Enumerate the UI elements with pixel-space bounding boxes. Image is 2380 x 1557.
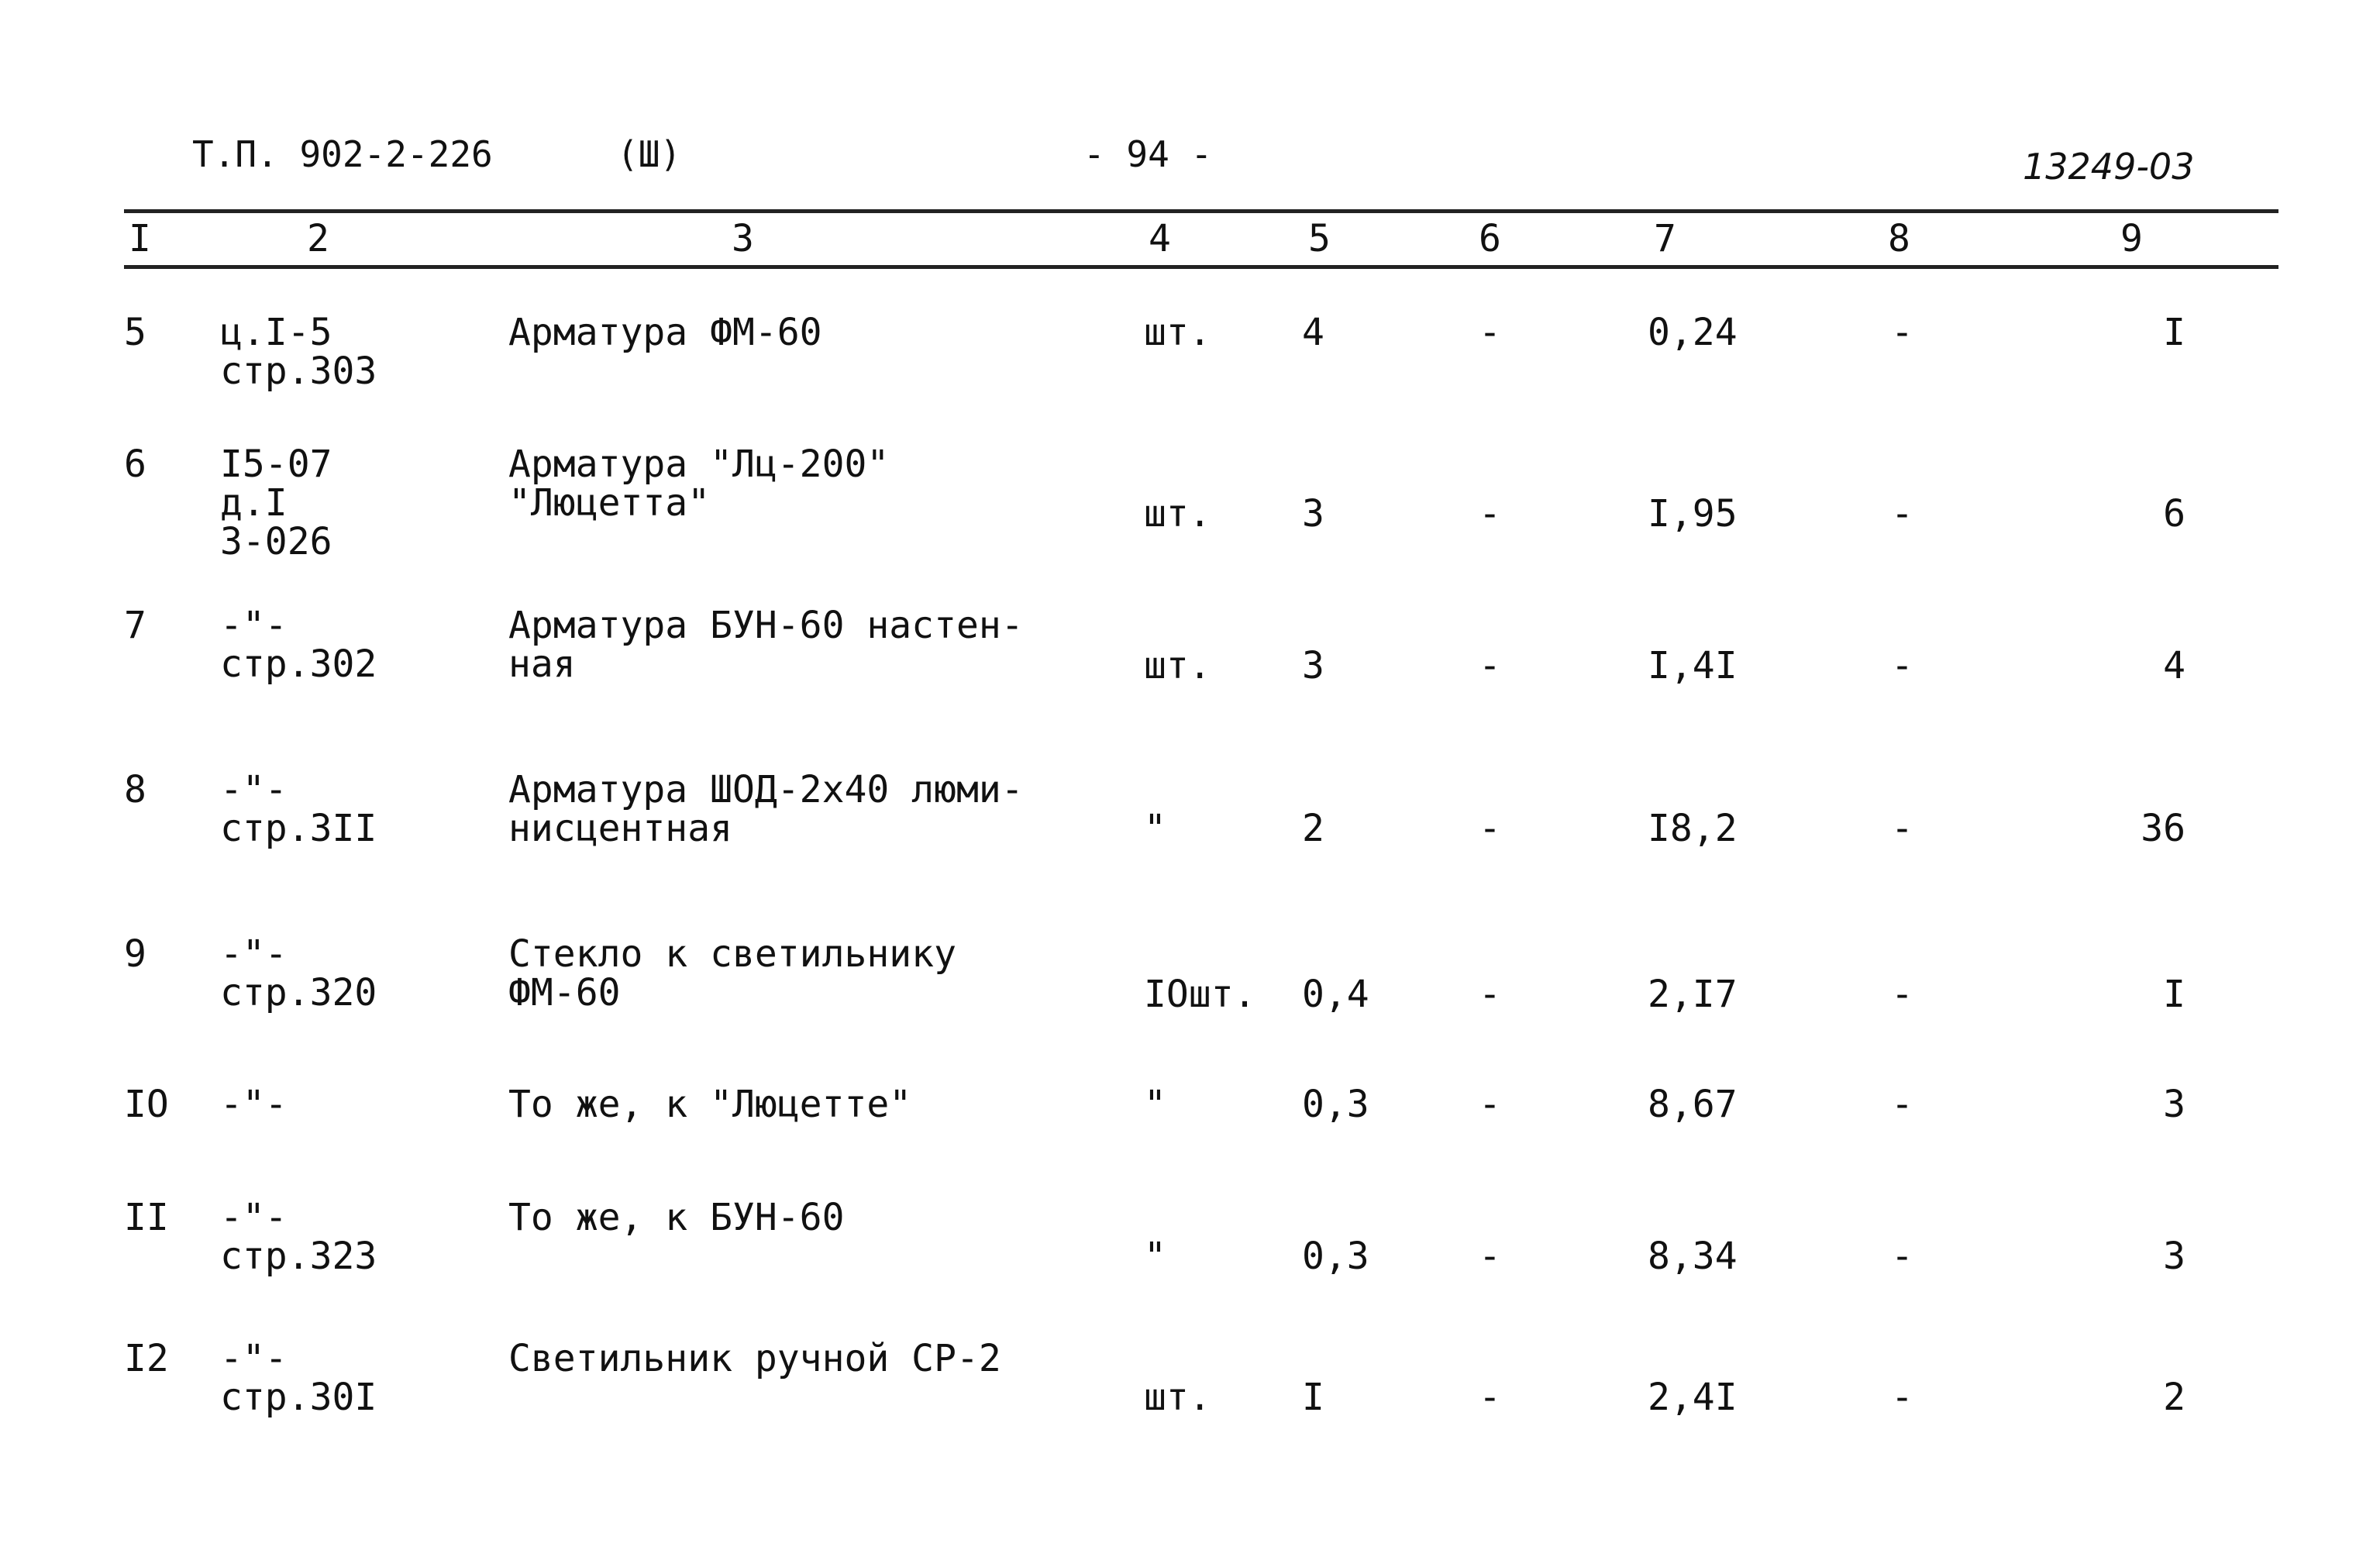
table-top-rule — [124, 209, 2278, 213]
reference-cell-line: I5-07 — [220, 443, 332, 486]
column-6-cell: - — [1479, 973, 1501, 1016]
quantity-cell: 0,3 — [1302, 1235, 1369, 1278]
quantity-cell: 0,3 — [1302, 1083, 1369, 1126]
reference-cell — [220, 1198, 377, 1276]
reference-cell-line: -"- — [220, 1083, 288, 1126]
reference-cell — [220, 606, 377, 684]
column-8-cell: - — [1891, 1235, 1913, 1278]
archive-code: 13249-03 — [2023, 146, 2195, 188]
reference-cell-line: стр.302 — [220, 642, 377, 686]
name-cell — [508, 1085, 911, 1124]
column-8-cell: - — [1891, 492, 1913, 536]
column-8-cell: - — [1891, 973, 1913, 1016]
unit-cell: IOшт. — [1144, 973, 1256, 1016]
reference-cell-line: -"- — [220, 932, 288, 976]
name-cell-line: Светильник ручной СР-2 — [508, 1337, 1001, 1380]
total-cell: I — [2163, 973, 2185, 1016]
unit-cell: " — [1144, 1235, 1166, 1278]
name-cell-line: Арматура БУН-60 настен- — [508, 604, 1024, 647]
quantity-cell: 3 — [1302, 492, 1324, 536]
column-8-cell: - — [1891, 807, 1913, 850]
column-8-cell: - — [1891, 1376, 1913, 1419]
column-6-cell: - — [1479, 1083, 1501, 1126]
name-cell — [508, 313, 822, 352]
row-number: I2 — [124, 1337, 169, 1380]
price-cell: I,95 — [1648, 492, 1738, 536]
name-cell-line: То же, к БУН-60 — [508, 1196, 845, 1239]
price-cell: I,4I — [1648, 644, 1738, 687]
reference-cell-line: 3-026 — [220, 520, 332, 563]
reference-cell — [220, 770, 377, 848]
reference-cell-line: -"- — [220, 1337, 288, 1380]
column-6-cell: - — [1479, 1235, 1501, 1278]
name-cell — [508, 1339, 1001, 1378]
total-cell: 36 — [2141, 807, 2185, 850]
total-cell: 3 — [2163, 1083, 2185, 1126]
row-number: 6 — [124, 443, 146, 486]
name-cell-line: Стекло к светильнику — [508, 932, 956, 976]
price-cell: 2,I7 — [1648, 973, 1738, 1016]
column-6-cell: - — [1479, 311, 1501, 354]
column-header-1: I — [129, 217, 151, 260]
sheet-marker: (Ш) — [617, 133, 682, 175]
reference-cell-line: стр.323 — [220, 1235, 377, 1278]
price-cell: 8,67 — [1648, 1083, 1738, 1126]
name-cell-line: Арматура "Лц-200" — [508, 443, 890, 486]
quantity-cell: 2 — [1302, 807, 1324, 850]
column-6-cell: - — [1479, 644, 1501, 687]
column-6-cell: - — [1479, 807, 1501, 850]
total-cell: 4 — [2163, 644, 2185, 687]
row-number: IO — [124, 1083, 169, 1126]
total-cell: I — [2163, 311, 2185, 354]
row-number: 5 — [124, 311, 146, 354]
name-cell — [508, 1198, 844, 1237]
name-cell-line: нисцентная — [508, 807, 732, 850]
quantity-cell: I — [1302, 1376, 1324, 1419]
reference-cell-line: стр.303 — [220, 350, 377, 393]
name-cell — [508, 770, 1024, 848]
reference-cell-line: д.I — [220, 481, 288, 525]
total-cell: 3 — [2163, 1235, 2185, 1278]
name-cell — [508, 932, 956, 1014]
name-cell — [508, 443, 890, 525]
column-header-2: 2 — [307, 217, 329, 260]
reference-cell-line: -"- — [220, 768, 288, 811]
reference-cell — [220, 1085, 288, 1124]
reference-cell-line: стр.320 — [220, 971, 377, 1014]
column-8-cell: - — [1891, 311, 1913, 354]
price-cell: 2,4I — [1648, 1376, 1738, 1419]
reference-cell-line: стр.3II — [220, 807, 377, 850]
name-cell-line: Арматура ШОД-2х40 люми- — [508, 768, 1024, 811]
price-cell: I8,2 — [1648, 807, 1738, 850]
column-6-cell: - — [1479, 1376, 1501, 1419]
total-cell: 6 — [2163, 492, 2185, 536]
name-cell-line: Арматура ФМ-60 — [508, 311, 822, 354]
row-number: 7 — [124, 604, 146, 647]
quantity-cell: 0,4 — [1302, 973, 1369, 1016]
column-header-8: 8 — [1888, 217, 1910, 260]
name-cell-line: ФМ-60 — [508, 971, 621, 1014]
quantity-cell: 4 — [1302, 311, 1324, 354]
name-cell-line: То же, к "Люцетте" — [508, 1083, 912, 1126]
column-8-cell: - — [1891, 644, 1913, 687]
reference-cell-line: стр.30I — [220, 1376, 377, 1419]
reference-cell-line: -"- — [220, 604, 288, 647]
column-header-7: 7 — [1654, 217, 1676, 260]
column-6-cell: - — [1479, 492, 1501, 536]
column-8-cell: - — [1891, 1083, 1913, 1126]
unit-cell: шт. — [1144, 492, 1211, 536]
reference-cell — [220, 445, 332, 561]
row-number: II — [124, 1196, 169, 1239]
unit-cell: шт. — [1144, 644, 1211, 687]
name-cell-line: ная — [508, 642, 576, 686]
reference-cell — [220, 1339, 377, 1417]
name-cell-line: "Люцетта" — [508, 481, 711, 525]
reference-cell-line: ц.I-5 — [220, 311, 332, 354]
document-reference: Т.П. 902-2-226 — [192, 133, 493, 175]
reference-cell — [220, 313, 377, 391]
unit-cell: шт. — [1144, 311, 1211, 354]
quantity-cell: 3 — [1302, 644, 1324, 687]
column-header-3: 3 — [732, 217, 754, 260]
column-header-5: 5 — [1308, 217, 1331, 260]
row-number: 9 — [124, 932, 146, 976]
unit-cell: шт. — [1144, 1376, 1211, 1419]
row-number: 8 — [124, 768, 146, 811]
reference-cell — [220, 932, 377, 1014]
price-cell: 8,34 — [1648, 1235, 1738, 1278]
name-cell — [508, 606, 1024, 684]
column-header-6: 6 — [1479, 217, 1501, 260]
table-header-rule — [124, 265, 2278, 269]
price-cell: 0,24 — [1648, 311, 1738, 354]
unit-cell: " — [1144, 807, 1166, 850]
total-cell: 2 — [2163, 1376, 2185, 1419]
unit-cell: " — [1144, 1083, 1166, 1126]
page-number: - 94 - — [1083, 133, 1213, 175]
reference-cell-line: -"- — [220, 1196, 288, 1239]
column-header-9: 9 — [2120, 217, 2143, 260]
column-header-4: 4 — [1149, 217, 1171, 260]
